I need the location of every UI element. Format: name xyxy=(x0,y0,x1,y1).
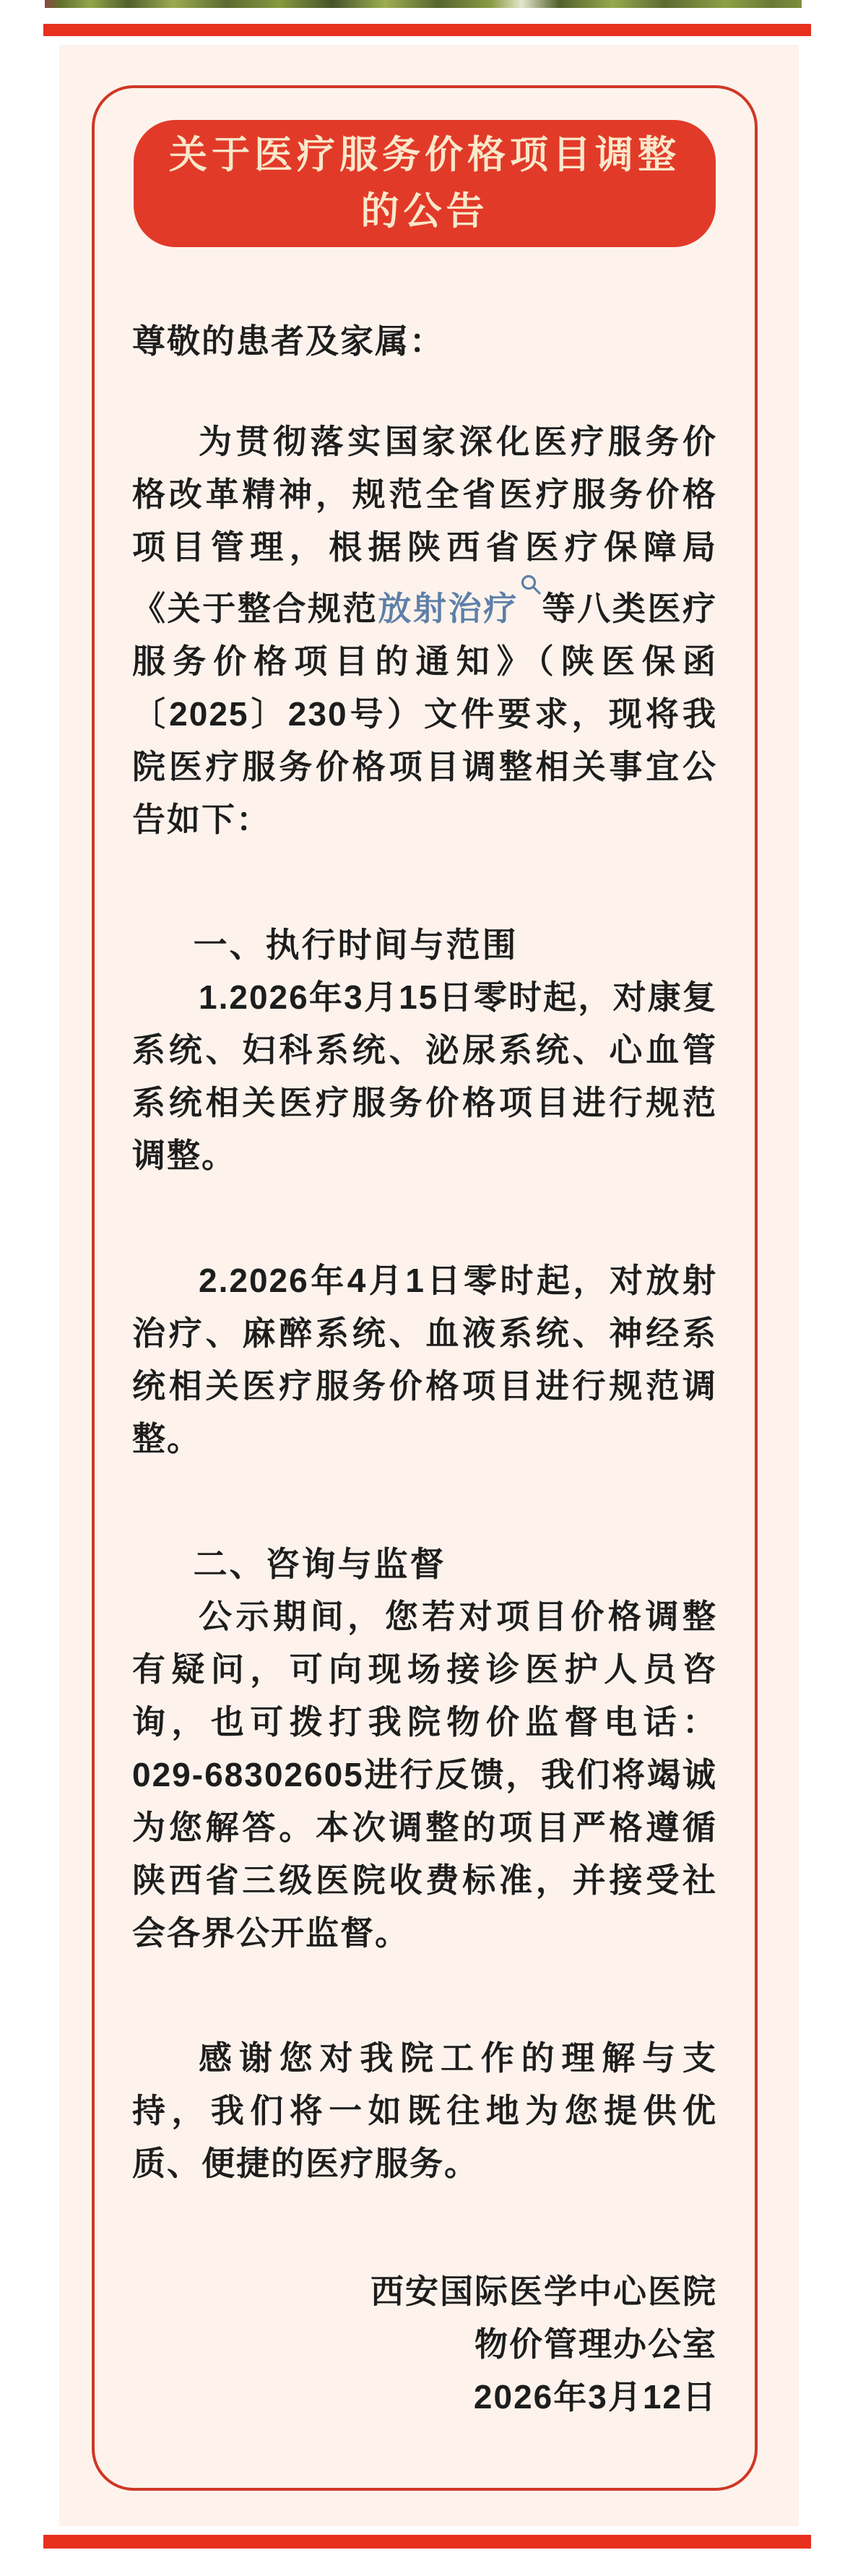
notice-title-line1: 关于医疗服务价格项目调整 xyxy=(169,134,680,176)
closing-paragraph: 感谢您对我院工作的理解与支持，我们将一如既往地为您提供优质、便捷的医疗服务。 xyxy=(132,2039,717,2182)
notice-body xyxy=(132,315,717,2424)
section1-heading: 一、执行时间与范围 xyxy=(193,926,519,964)
signature-block xyxy=(132,2265,717,2424)
keyword-link[interactable] xyxy=(378,590,542,627)
intro-text-after-link: 等八类医疗服务价格项目的通知》（陕医保函〔2025〕230号）文件要求，现将我院医疗服务价格项目调整相关事宜公告如下： xyxy=(132,590,717,838)
signature-date: 2026年3月12日 xyxy=(473,2378,717,2416)
top-red-divider xyxy=(43,24,811,36)
notice-title-banner xyxy=(134,120,716,247)
header-photo-strip xyxy=(45,0,802,8)
search-icon xyxy=(520,574,542,595)
notice-card-border xyxy=(92,85,758,2491)
signature-hospital: 西安国际医学中心医院 xyxy=(370,2273,717,2310)
notice-title-line2: 的公告 xyxy=(360,190,489,233)
signature-office: 物价管理办公室 xyxy=(474,2325,717,2363)
keyword-link-text[interactable]: 放射治疗 xyxy=(378,590,519,627)
bottom-red-divider xyxy=(43,2535,811,2549)
intro-paragraph xyxy=(132,415,717,846)
section1-item2: 2.2026年4月1日零时起，对放射治疗、麻醉系统、血液系统、神经系统相关医疗服务价格项目进行规范调整。 xyxy=(132,1262,717,1457)
salutation: 尊敬的患者及家属： xyxy=(132,322,444,360)
intro-text-before-link: 为贯彻落实国家深化医疗服务价格改革精神，规范全省医疗服务价格项目管理，根据陕西省医疗保障局《关于整合规范 xyxy=(132,423,717,627)
notice-panel xyxy=(59,45,799,2526)
section1-item1: 1.2026年3月15日零时起，对康复系统、妇科系统、泌尿系统、心血管系统相关医疗服务价格项目进行规范调整。 xyxy=(132,978,717,1174)
section2-heading: 二、咨询与监督 xyxy=(193,1545,446,1583)
section2-paragraph: 公示期间，您若对项目价格调整有疑问，可向现场接诊医护人员咨询，也可拨打我院物价监督电话：029-68302605进行反馈，我们将竭诚为您解答。本次调整的项目严格遵循陕西省三级医院收费标准，并接受社会各界公开监督。 xyxy=(132,1598,717,1952)
